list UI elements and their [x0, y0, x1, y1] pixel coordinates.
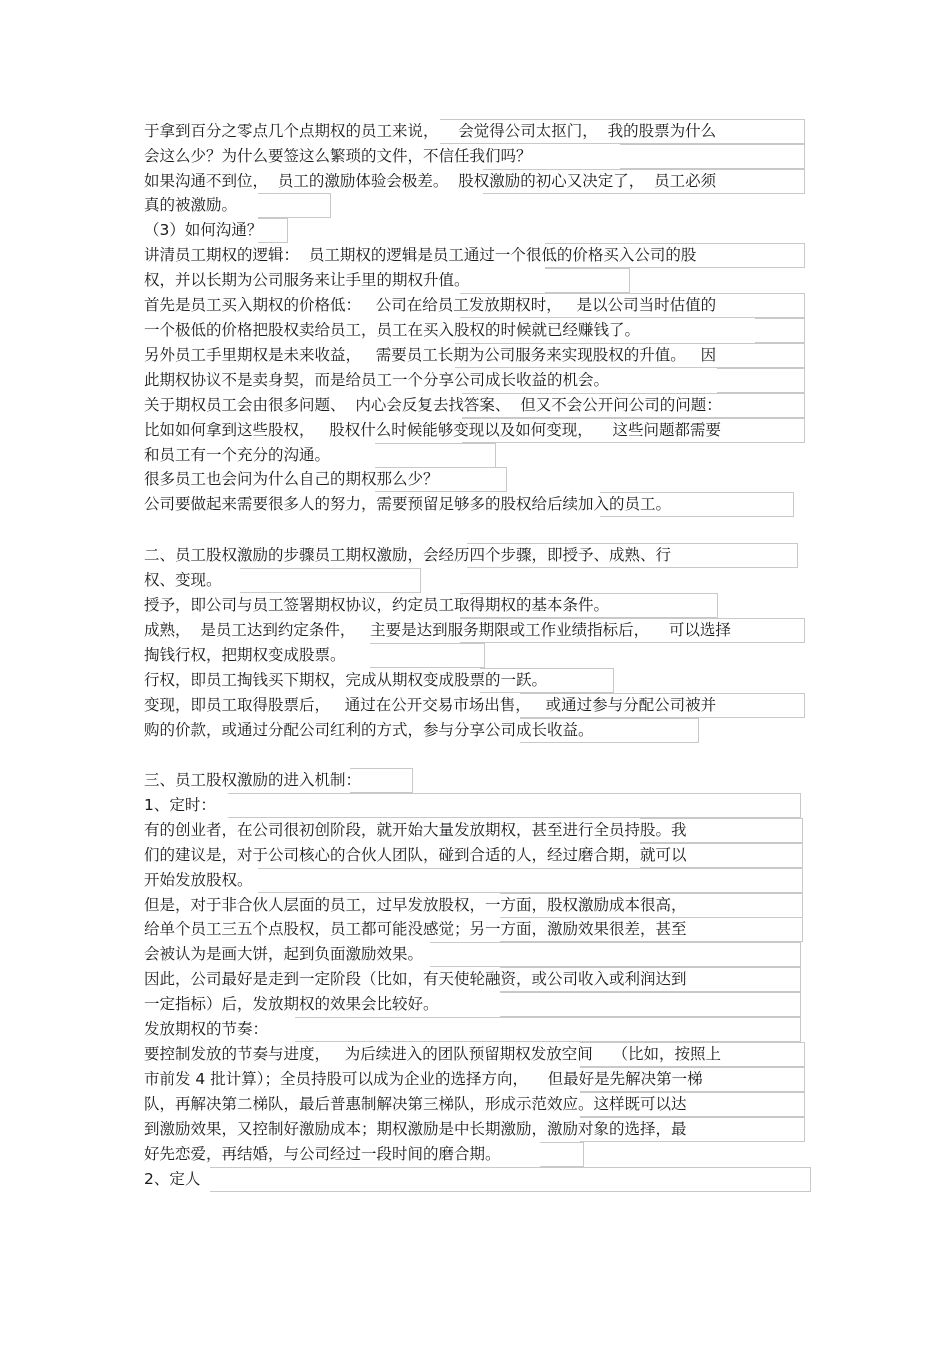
text-line: 会被认为是画大饼，起到负面激励效果。: [144, 945, 424, 963]
text-line-frame: [240, 568, 421, 593]
subsection-heading: 2、定人: [144, 1170, 201, 1188]
text-line-frame: [500, 992, 801, 1017]
text-line: 会这么少？为什么要签这么繁琐的文件，不信任我们吗？: [144, 147, 532, 165]
text-line: 发放期权的节奏：: [144, 1020, 269, 1038]
section-heading: 三、员工股权激励的进入机制：: [144, 771, 362, 789]
text-line: 开始发放股权。: [144, 871, 253, 889]
text-line: 要控制发放的节奏与进度， 为后续进入的团队预留期权发放空间 （比如，按照上: [144, 1045, 721, 1063]
text-line: 队，再解决第二梯队，最后普惠制解决第三梯队，形成示范效应。这样既可以达: [144, 1095, 687, 1113]
text-line: 市前发 4 批计算）；全员持股可以成为企业的选择方向， 但最好是先解决第一梯: [144, 1070, 703, 1088]
text-line: 讲清员工期权的逻辑： 员工期权的逻辑是员工通过一个很低的价格买入公司的股: [144, 246, 697, 264]
text-line: 好先恋爱，再结婚，与公司经过一段时间的磨合期。: [144, 1145, 501, 1163]
text-line: 但是，对于非合伙人层面的员工，过早发放股权，一方面，股权激励成本很高，: [144, 896, 687, 914]
text-line: 因此，公司最好是走到一定阶段（比如，有天使轮融资，或公司收入或利润达到: [144, 970, 687, 988]
text-line: 们的建议是，对于公司核心的合伙人团队，碰到合适的人，经过磨合期，就可以: [144, 846, 687, 864]
text-line: 另外员工手里期权是未来收益， 需要员工长期为公司服务来实现股权的升值。 因: [144, 346, 717, 364]
text-line: 比如如何拿到这些股权， 股权什么时候能够变现以及如何变现， 这些问题都需要: [144, 421, 721, 439]
text-line: 公司要做起来需要很多人的努力，需要预留足够多的股权给后续加入的员工。: [144, 495, 672, 513]
text-line: 权、变现。: [144, 571, 222, 589]
text-line: 到激励效果，又控制好激励成本；期权激励是中长期激励，激励对象的选择，最: [144, 1120, 687, 1138]
text-line-frame: [210, 1167, 811, 1192]
text-line-frame: [540, 1142, 584, 1167]
text-line-frame: [258, 193, 331, 218]
text-line: 首先是员工买入期权的价格低： 公司在给员工发放期权时， 是以公司当时估值的: [144, 296, 717, 314]
text-line-frame: [370, 643, 485, 668]
text-line-frame: [258, 868, 803, 893]
text-line: 有的创业者，在公司很初创阶段，就开始大量发放期权，甚至进行全员持股。我: [144, 821, 687, 839]
text-line-frame: [258, 218, 288, 243]
text-line-frame: [295, 1017, 801, 1042]
text-line-frame: [620, 144, 805, 169]
text-line: 购的价款，或通过分配公司红利的方式，参与分享公司成长收益。: [144, 721, 594, 739]
text-line-frame: [430, 942, 801, 967]
text-line: 掏钱行权，把期权变成股票。: [144, 646, 346, 664]
text-line: 和员工有一个充分的沟通。: [144, 446, 331, 464]
text-line-frame: [545, 268, 630, 293]
section-heading: 二、员工股权激励的步骤员工期权激励，会经历四个步骤，即授予、成熟、行: [144, 546, 672, 564]
text-line: 如果沟通不到位， 员工的激励体验会极差。 股权激励的初心又决定了， 员工必须: [144, 172, 717, 190]
text-line: 一个极低的价格把股权卖给员工，员工在买入股权的时候就已经赚钱了。: [144, 321, 641, 339]
text-line: 变现，即员工取得股票后， 通过在公开交易市场出售， 或通过参与分配公司被并: [144, 696, 717, 714]
text-line: 于拿到百分之零点几个点期权的员工来说， 会觉得公司太抠门， 我的股票为什么: [144, 122, 717, 140]
text-line: 权，并以长期为公司服务来让手里的期权升值。: [144, 271, 470, 289]
text-line: 成熟， 是员工达到约定条件， 主要是达到服务期限或工作业绩指标后， 可以选择: [144, 621, 731, 639]
text-line: 关于期权员工会由很多问题、 内心会反复去找答案、 但又不会公开问公司的问题：: [144, 396, 722, 414]
text-line: 此期权协议不是卖身契，而是给员工一个分享公司成长收益的机会。: [144, 371, 610, 389]
text-line: 一定指标）后，发放期权的效果会比较好。: [144, 995, 439, 1013]
text-line-frame: [755, 318, 805, 343]
text-line: 很多员工也会问为什么自己的期权那么少？: [144, 470, 439, 488]
subsection-heading: 1、定时：: [144, 796, 216, 814]
text-line: 真的被激励。: [144, 196, 238, 214]
text-line-frame: [375, 443, 496, 468]
text-line-frame: [228, 793, 801, 818]
text-line-frame: [717, 368, 805, 393]
text-line: 授予，即公司与员工签署期权协议，约定员工取得期权的基本条件。: [144, 596, 610, 614]
text-line: 行权，即员工掏钱买下期权，完成从期权变成股票的一跃。: [144, 671, 548, 689]
section-subheading: （3）如何沟通？: [144, 221, 263, 239]
text-line: 给单个员工三五个点股权，员工都可能没感觉；另一方面，激励效果很差，甚至: [144, 920, 687, 938]
